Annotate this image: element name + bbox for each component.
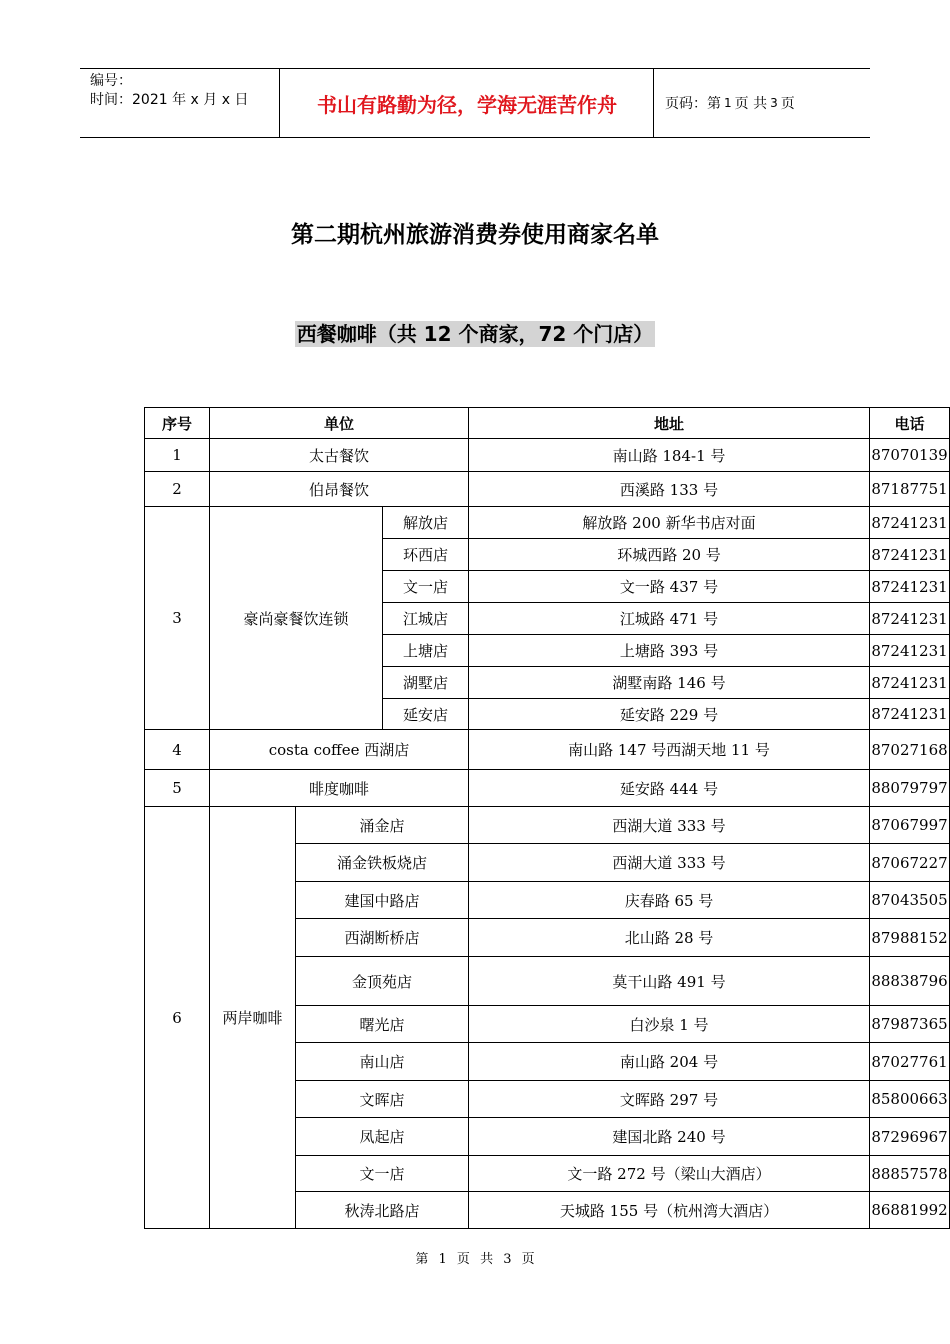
section-heading-wrap [0,318,950,347]
cell-phone: 87027761 [870,1043,950,1081]
cell-address: 文一路 272 号（梁山大酒店） [469,1156,870,1192]
cell-store: 解放店 [383,507,469,539]
table-row [145,439,950,472]
header-motto: 书山有路勤为径，学海无涯苦作舟 [281,69,654,137]
cell-store: 环西店 [383,539,469,571]
cell-address: 北山路 28 号 [469,919,870,957]
page-mid-text: 页 共 [734,96,768,112]
document-header [80,68,870,138]
cell-no: 2 [145,472,210,507]
cell-phone: 87070139 [870,439,950,472]
cell-address: 西溪路 133 号 [469,472,870,507]
cell-no: 5 [145,770,210,807]
cell-address: 南山路 147 号西湖天地 11 号 [469,730,870,770]
cell-address: 延安路 444 号 [469,770,870,807]
cell-address: 解放路 200 新华书店对面 [469,507,870,539]
cell-no: 3 [145,507,210,730]
footer-text-2: 页 [456,1252,470,1267]
table-row [145,770,950,807]
cell-address: 文晖路 297 号 [469,1081,870,1118]
cell-phone: 85800663 [870,1081,950,1118]
cell-address: 南山路 204 号 [469,1043,870,1081]
cell-phone: 86881992 [870,1192,950,1229]
header-address: 地址 [469,408,870,439]
cell-phone: 87067227 [870,844,950,882]
cell-phone: 87241231 [870,507,950,539]
cell-store: 文一店 [296,1156,469,1192]
footer-text-4: 页 [521,1252,535,1267]
cell-store: 建国中路店 [296,882,469,919]
cell-store: 延安店 [383,699,469,730]
time-label: 时间：2021 年 x 月 x 日 [90,92,249,108]
cell-no: 6 [145,807,210,1229]
code-label: 编号： [90,73,132,89]
cell-store: 涌金铁板烧店 [296,844,469,882]
cell-store: 秋涛北路店 [296,1192,469,1229]
cell-phone: 87988152 [870,919,950,957]
cell-address: 文一路 437 号 [469,571,870,603]
cell-address: 西湖大道 333 号 [469,844,870,882]
table-row [145,472,950,507]
section-heading: 西餐咖啡（共 12 个商家，72 个门店） [296,322,654,346]
cell-unit: 太古餐饮 [210,439,469,472]
page-footer [0,1248,950,1267]
cell-store: 上塘店 [383,635,469,667]
cell-address: 南山路 184-1 号 [469,439,870,472]
cell-store: 涌金店 [296,807,469,844]
page-label: 页码：第 [665,96,721,112]
cell-phone: 87187751 [870,472,950,507]
cell-phone: 88838796 [870,957,950,1006]
cell-phone: 88857578 [870,1156,950,1192]
cell-unit: 两岸咖啡 [210,807,296,1229]
table-row [145,507,950,539]
cell-address: 莫干山路 491 号 [469,957,870,1006]
cell-address: 湖墅南路 146 号 [469,667,870,699]
cell-store: 南山店 [296,1043,469,1081]
header-no: 序号 [145,408,210,439]
cell-phone: 87241231 [870,635,950,667]
cell-phone: 87043505 [870,882,950,919]
cell-address: 上塘路 393 号 [469,635,870,667]
cell-phone: 87241231 [870,603,950,635]
cell-phone: 87067997 [870,807,950,844]
cell-phone: 87027168 [870,730,950,770]
cell-address: 白沙泉 1 号 [469,1006,870,1043]
merchant-table [144,407,950,1229]
cell-address: 环城西路 20 号 [469,539,870,571]
cell-unit: costa coffee 西湖店 [210,730,469,770]
page-end-text: 页 [780,96,795,112]
cell-no: 4 [145,730,210,770]
page-current: 1 [724,96,732,110]
header-page-info [655,69,870,137]
cell-unit: 啡度咖啡 [210,770,469,807]
cell-unit: 伯昂餐饮 [210,472,469,507]
footer-text-3: 共 [480,1252,494,1267]
cell-store: 文晖店 [296,1081,469,1118]
cell-store: 曙光店 [296,1006,469,1043]
cell-address: 西湖大道 333 号 [469,807,870,844]
cell-address: 延安路 229 号 [469,699,870,730]
table-row [145,807,950,844]
footer-current-page: 1 [438,1252,447,1267]
cell-address: 建国北路 240 号 [469,1118,870,1156]
cell-address: 江城路 471 号 [469,603,870,635]
cell-phone: 87241231 [870,571,950,603]
table-row [145,730,950,770]
cell-address: 天城路 155 号（杭州湾大酒店） [469,1192,870,1229]
cell-store: 凤起店 [296,1118,469,1156]
header-phone: 电话 [870,408,950,439]
cell-no: 1 [145,439,210,472]
cell-phone: 87241231 [870,539,950,571]
cell-store: 西湖断桥店 [296,919,469,957]
cell-phone: 87987365 [870,1006,950,1043]
cell-phone: 87241231 [870,667,950,699]
cell-address: 庆春路 65 号 [469,882,870,919]
table-header-row [145,408,950,439]
header-meta [80,69,280,137]
cell-store: 金顶苑店 [296,957,469,1006]
document-title: 第二期杭州旅游消费券使用商家名单 [291,222,659,248]
cell-phone: 87296967 [870,1118,950,1156]
page-total: 3 [770,96,778,110]
header-unit: 单位 [210,408,469,439]
footer-text-1: 第 [415,1252,429,1267]
cell-store: 江城店 [383,603,469,635]
cell-store: 文一店 [383,571,469,603]
cell-phone: 88079797 [870,770,950,807]
cell-store: 湖墅店 [383,667,469,699]
cell-unit: 豪尚豪餐饮连锁 [210,507,383,730]
footer-total-pages: 3 [503,1252,512,1267]
cell-phone: 87241231 [870,699,950,730]
